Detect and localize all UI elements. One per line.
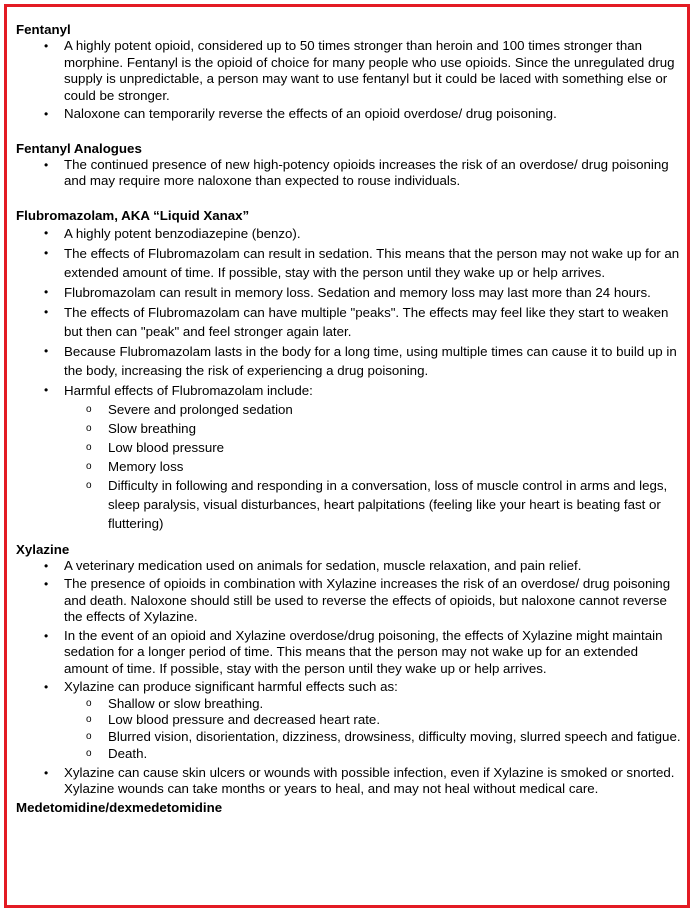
bullet-icon: • <box>44 225 49 240</box>
list-item: • The effects of Flubromazolam can have multiple "peaks". The effects may feel like they start to weaken but then can "peak" and feel stronger again later. <box>44 304 669 339</box>
document-content <box>16 22 684 816</box>
flubromazolam-effects-sublist <box>64 400 684 533</box>
document-frame <box>4 4 690 908</box>
bullet-icon: • <box>44 284 49 299</box>
bullet-icon: • <box>44 304 49 319</box>
section-title-fentanyl: Fentanyl <box>16 22 71 37</box>
sub-list-item: o Death. <box>86 745 148 761</box>
xylazine-effects-sublist <box>64 696 684 763</box>
bullet-icon: • <box>44 107 49 121</box>
list-item: • Harmful effects of Flubromazolam include: o Severe and prolonged sedation o Slow breathing o Low blood pressure o Memory loss o Difficulty in following and responding in a conversation, loss of muscle control in arms and legs, sleep paralysis, visual disturbances, heart palpitations (feeling like your heart is beating fast or fluttering) <box>16 381 684 533</box>
list-item: • Naloxone can temporarily reverse the effects of an opioid overdose/ drug poisoning. <box>44 106 557 121</box>
xylazine-list <box>16 558 684 798</box>
list-item: • The continued presence of new high-potency opioids increases the risk of an overdose/ drug poisoning and may require more naloxone than expected to rouse individuals. <box>44 156 669 188</box>
bullet-icon: • <box>44 765 49 780</box>
list-item: • The presence of opioids in combination with Xylazine increases the risk of an overdose/ drug poisoning and death. Naloxone should still be used to reverse the effects of opioids, but naloxone cannot reverse the effects of Xylazine. <box>44 576 671 624</box>
bullet-icon: • <box>44 680 49 694</box>
list-item: • Flubromazolam can result in memory loss. Sedation and memory loss may last more than 24 hours. <box>44 284 651 300</box>
section-title-fentanyl-analogues: Fentanyl Analogues <box>16 140 142 156</box>
bullet-icon: • <box>44 157 49 172</box>
sub-list-item: o Difficulty in following and responding in a conversation, loss of muscle control in arms and legs, sleep paralysis, visual disturbances, heart palpitations (feeling like your heart is beating fast or fluttering) <box>86 477 668 531</box>
bullet-icon: • <box>44 245 49 260</box>
sub-list-item: o Severe and prolonged sedation <box>86 401 293 417</box>
circle-bullet-icon: o <box>86 460 92 472</box>
circle-bullet-icon: o <box>86 731 92 743</box>
section-title-medetomidine: Medetomidine/dexmedetomidine <box>16 799 223 815</box>
list-item: • The effects of Flubromazolam can result in sedation. This means that the person may not wake up for an extended amount of time. If possible, stay with the person until they wake up or help arrives. <box>44 245 680 280</box>
section-title-xylazine: Xylazine <box>16 541 70 557</box>
bullet-icon: • <box>44 577 49 591</box>
bullet-icon: • <box>44 382 49 397</box>
section-title-flubromazolam: Flubromazolam, AKA “Liquid Xanax” <box>16 207 250 223</box>
sub-list-item: o Low blood pressure <box>86 439 225 455</box>
bullet-icon: • <box>44 39 49 53</box>
circle-bullet-icon: o <box>86 697 92 709</box>
sub-list-item: o Blurred vision, disorientation, dizziness, drowsiness, difficulty moving, slurred speech and fatigue. <box>86 729 681 745</box>
circle-bullet-icon: o <box>86 714 92 726</box>
bullet-icon: • <box>44 558 49 573</box>
list-item: • Xylazine can produce significant harmful effects such as: o Shallow or slow breathing. o Low blood pressure and decreased heart rate. o Blurred vision, disorientation, dizziness, drowsiness, difficulty moving, slurred speech and fatigue. o Death. <box>16 679 684 763</box>
bullet-icon: • <box>44 628 49 643</box>
sub-list-item: o Shallow or slow breathing. <box>86 695 264 711</box>
list-item: • A veterinary medication used on animals for sedation, muscle relaxation, and pain relief. <box>44 557 582 573</box>
circle-bullet-icon: o <box>86 479 92 491</box>
list-item: • Xylazine can cause skin ulcers or wounds with possible infection, even if Xylazine is smoked or snorted. Xylazine wounds can take months or years to heal, and may not heal without medical care. <box>44 764 675 797</box>
list-item: • Because Flubromazolam lasts in the body for a long time, using multiple times can cause it to build up in the body, increasing the risk of experiencing a drug poisoning. <box>44 343 677 378</box>
fentanyl-analogues-list <box>16 157 684 190</box>
flubromazolam-list <box>16 224 684 533</box>
circle-bullet-icon: o <box>86 403 92 415</box>
circle-bullet-icon: o <box>86 422 92 434</box>
list-item: • In the event of an opioid and Xylazine overdose/drug poisoning, the effects of Xylazine might maintain sedation for a longer period of time. This means that the person may not wake up for an extended amount of time. If possible, stay with the person until they wake up or help arrives. <box>44 627 663 676</box>
sub-list-item: o Low blood pressure and decreased heart rate. <box>86 712 381 728</box>
sub-list-item: o Memory loss <box>86 458 184 474</box>
list-item: • A highly potent opioid, considered up to 50 times stronger than heroin and 100 times stronger than morphine. Fentanyl is the opioid of choice for many people who use opioids. Since the unregulated drug supply is unpredictable, a person may want to use fentanyl but it could be laced with something else or could be stronger. <box>44 38 675 103</box>
fentanyl-list <box>16 38 684 123</box>
circle-bullet-icon: o <box>86 441 92 453</box>
circle-bullet-icon: o <box>86 747 92 759</box>
sub-list-item: o Slow breathing <box>86 420 196 436</box>
list-item: • A highly potent benzodiazepine (benzo). <box>44 225 301 241</box>
bullet-icon: • <box>44 343 49 358</box>
